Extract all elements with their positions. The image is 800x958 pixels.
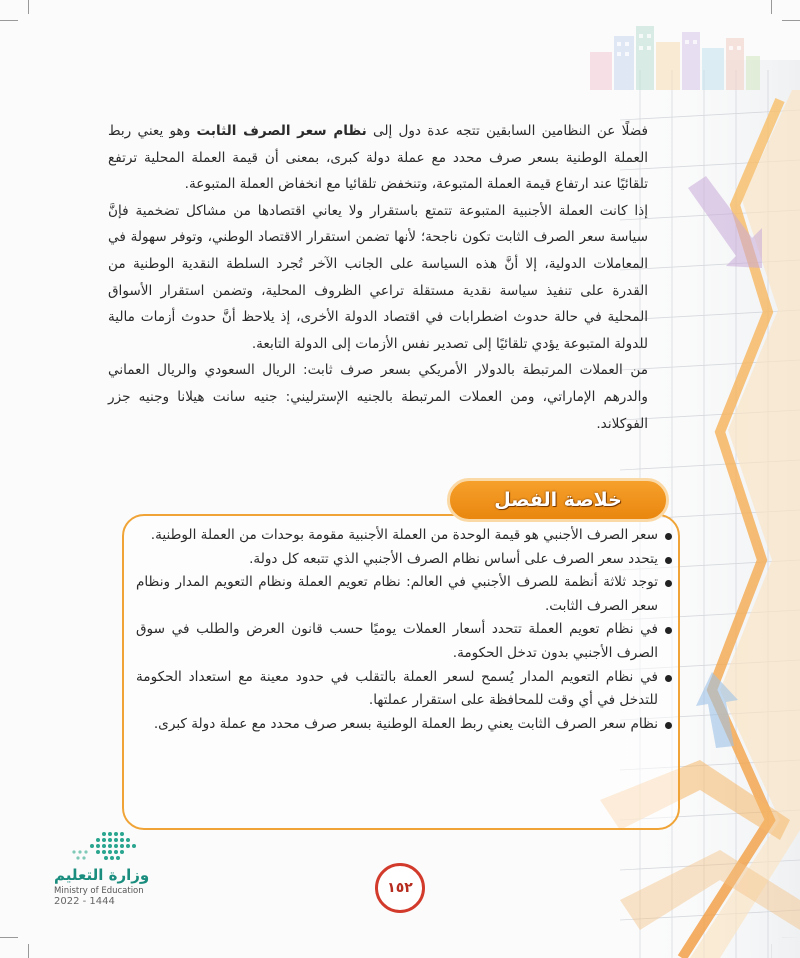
summary-item: يتحدد سعر الصرف على أساس نظام الصرف الأجنبي الذي تتبعه كل دولة. [136, 548, 672, 572]
main-text [108, 118, 668, 437]
fixed-rate-term: نظام سعر الصرف الثابت [196, 123, 367, 139]
edition-year: 2022 - 1444 [54, 896, 115, 907]
summary-title: خلاصة الفصل [494, 489, 622, 511]
summary-item: في نظام تعويم العملة تتحدد أسعار العملات يوميًا حسب قانون العرض والطلب في سوق الصرف الأجنبي بدون تدخل الحكومة. [136, 618, 672, 665]
page-number: ١٥٢ [387, 880, 413, 896]
paragraph-1 [108, 118, 668, 198]
paragraph-1-start: فضلًا عن النظامين السابقين تتجه عدة دول إلى [366, 123, 648, 139]
summary-item: نظام سعر الصرف الثابت يعني ربط العملة الوطنية بسعر صرف محدد مع عملة دولة كبرى. [136, 713, 672, 737]
ministry-arabic-name: وزارة التعليم [54, 866, 150, 884]
paragraph-2: إذا كانت العملة الأجنبية المتبوعة تتمتع باستقرار ولا يعاني اقتصادها من مشاكل تضخمية فإنَّ سياسة سعر الصرف الثابت تكون ناجحة؛ لأنها تضمن استقرار الاقتصاد الوطني، وتوفر سهولة في المعاملات الدولية، إلا أنَّ هذه السياسة على الجانب الآخر تُجرد السلطة النقدية الوطنية من القدرة على تنفيذ سياسة نقدية مستقلة تراعي الظروف المحلية، وتضمن استقرار الأسواق المحلية في حالة حدوث اضطرابات في اقتصاد الدولة الأخرى، إذ يلاحظ أنَّ حدوث أزمات مالية للدولة المتبوعة يؤدي تلقائيًا إلى تصدير نفس الأزمات إلى الدولة التابعة. [108, 202, 648, 352]
summary-header [447, 478, 669, 522]
summary-list [136, 524, 672, 736]
paragraph-1-end: وهو يعني ربط العملة الوطنية بسعر صرف محدد مع عملة دولة كبرى، بمعنى أن قيمة العملة المحلية ترتفع تلقائيًا عند ارتفاع قيمة العملة المتبوعة، وتنخفض تلقائيا مع انخفاض العملة المتبوعة. [108, 123, 648, 193]
page-number-badge [375, 863, 425, 913]
buildings-illustration [590, 22, 760, 90]
summary-item: توجد ثلاثة أنظمة للصرف الأجنبي في العالم: نظام تعويم العملة ونظام التعويم المدار ونظام سعر الصرف الثابت. [136, 571, 672, 618]
paragraph-3: من العملات المرتبطة بالدولار الأمريكي بسعر صرف ثابت: الريال السعودي والريال العماني والدرهم الإماراتي، ومن العملات المرتبطة بالجنيه الإسترليني: جنيه سانت هيلانا وجنيه جزر الفوكلاند. [108, 362, 648, 432]
ministry-english-name: Ministry of Education [54, 886, 144, 896]
vision-dots-icon [54, 828, 144, 864]
ministry-logo [54, 828, 184, 908]
summary-item: سعر الصرف الأجنبي هو قيمة الوحدة من العملة الأجنبية مقومة بوحدات من العملة الوطنية. [136, 524, 672, 548]
summary-item: في نظام التعويم المدار يُسمح لسعر العملة بالتقلب في حدود معينة مع استعداد الحكومة للتدخل في أي وقت للمحافظة على استقرار عملتها. [136, 666, 672, 713]
